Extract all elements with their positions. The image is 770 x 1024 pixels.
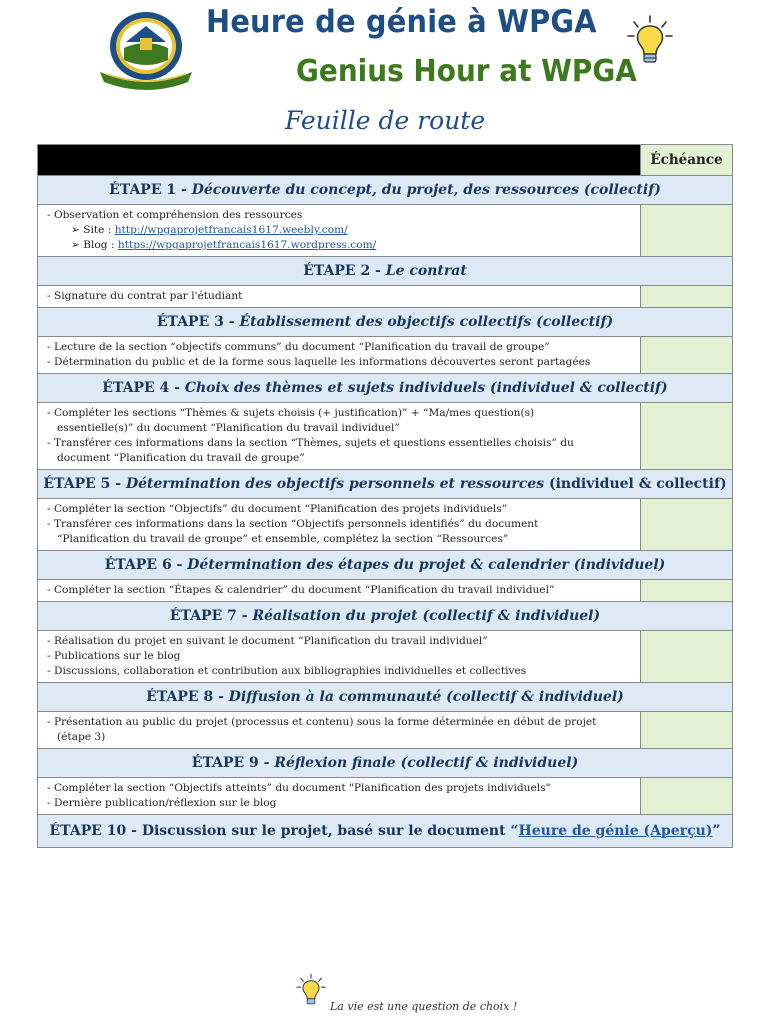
- description-line: - Présentation au public du projet (processus et contenu) sous la forme déterminée en début de projet: [47, 716, 597, 728]
- step-detail-row: [38, 580, 733, 602]
- step-label: ÉTAPE 4 -: [102, 380, 180, 396]
- title-french: Heure de génie à WPGA: [206, 4, 597, 40]
- closing-quote: ”: [712, 823, 721, 839]
- description-line: - Compléter la section “Objectifs” du document “Planification des projets individuels”: [47, 503, 508, 515]
- step-header-row: [38, 176, 733, 205]
- description-line: - Observation et compréhension des ressources: [47, 209, 303, 221]
- description-line: - Dernière publication/réflexion sur le blog: [47, 797, 277, 809]
- deadline-cell[interactable]: [641, 403, 733, 470]
- step-label: ÉTAPE 3 -: [156, 314, 235, 330]
- resource-link[interactable]: http://wpgaprojetfrancais1617.weebly.com/: [114, 224, 348, 236]
- step-name: Réflexion finale (collectif & individuel): [274, 755, 579, 771]
- step-header-row: [38, 602, 733, 631]
- description-line: (étape 3): [57, 731, 106, 743]
- step-header-row: [38, 257, 733, 286]
- roadmap-table: [37, 144, 733, 848]
- step-name: Diffusion à la communauté (collectif & individuel): [228, 689, 624, 705]
- step-title: [38, 602, 733, 631]
- step-label: ÉTAPE 7 -: [169, 608, 248, 624]
- step-description: [38, 778, 641, 815]
- step-description: [38, 712, 641, 749]
- description-line: [47, 238, 633, 253]
- step-header-row: [38, 749, 733, 778]
- step-name: Détermination des objectifs personnels et ressources: [125, 476, 545, 492]
- step-name: Établissement des objectifs collectifs (collectif): [239, 314, 614, 330]
- step-label: ÉTAPE 5 -: [43, 476, 122, 492]
- step-description: [38, 631, 641, 683]
- description-line: - Transférer ces informations dans la section “Objectifs personnels identifiés” du document: [47, 518, 539, 530]
- step-description: [38, 499, 641, 551]
- step-description: [38, 337, 641, 374]
- overview-document-link[interactable]: Heure de génie (Aperçu): [518, 823, 713, 839]
- step-description: [38, 580, 641, 602]
- header-black-cell: [38, 145, 641, 176]
- step-detail-row: [38, 499, 733, 551]
- step-name: Choix des thèmes et sujets individuels (individuel & collectif): [184, 380, 668, 396]
- deadline-cell[interactable]: [641, 580, 733, 602]
- step-title: [38, 683, 733, 712]
- link-prefix: ➢ Site :: [71, 224, 115, 236]
- deadline-cell[interactable]: [641, 712, 733, 749]
- step-scope: (individuel & collectif): [544, 476, 727, 492]
- step-header-row: [38, 815, 733, 848]
- step-title: [38, 749, 733, 778]
- page-subtitle: Feuille de route: [284, 106, 486, 135]
- step-header-row: [38, 683, 733, 712]
- description-line: - Réalisation du projet en suivant le document “Planification du travail individuel”: [47, 635, 488, 647]
- step-label: ÉTAPE 2 -: [303, 263, 381, 279]
- school-crest-icon: [96, 8, 196, 90]
- step-title: [38, 257, 733, 286]
- step-description: [38, 286, 641, 308]
- description-line: - Discussions, collaboration et contribution aux bibliographies individuelles et collectives: [47, 665, 527, 677]
- title-english: Genius Hour at WPGA: [296, 54, 637, 89]
- step-name: Détermination des étapes du projet & calendrier (individuel): [187, 557, 666, 573]
- step-title: [38, 470, 733, 499]
- resource-link[interactable]: https://wpgaprojetfrancais1617.wordpress.com/: [117, 239, 377, 251]
- deadline-cell[interactable]: [641, 499, 733, 551]
- description-line: - Lecture de la section “objectifs communs” du document “Planification du travail de groupe”: [47, 341, 550, 353]
- step-detail-row: [38, 403, 733, 470]
- description-line: - Compléter la section “Étapes & calendrier” du document “Planification du travail individuel”: [47, 584, 555, 596]
- table-header-row: [38, 145, 733, 176]
- step-name: Réalisation du projet (collectif & individuel): [252, 608, 601, 624]
- step-label: ÉTAPE 6 -: [104, 557, 183, 573]
- step-title: [38, 308, 733, 337]
- deadline-cell[interactable]: [641, 778, 733, 815]
- step-title: [38, 374, 733, 403]
- description-line: [47, 223, 633, 238]
- description-line: essentielle(s)” du document “Planification du travail individuel”: [57, 422, 400, 434]
- step-header-row: [38, 470, 733, 499]
- step-label: ÉTAPE 8 -: [146, 689, 224, 705]
- step-name: Le contrat: [385, 263, 467, 279]
- description-line: - Transférer ces informations dans la section “Thèmes, sujets et questions essentielles choisis” du: [47, 437, 574, 449]
- step-header-row: [38, 308, 733, 337]
- deadline-cell[interactable]: [641, 631, 733, 683]
- deadline-cell[interactable]: [641, 337, 733, 374]
- description-line: “Planification du travail de groupe” et ensemble, complétez la section “Ressources”: [57, 533, 509, 545]
- step-name: Découverte du concept, du projet, des ressources (collectif): [191, 182, 661, 198]
- lightbulb-icon: [295, 973, 327, 1009]
- step-detail-row: [38, 286, 733, 308]
- step-detail-row: [38, 631, 733, 683]
- description-line: - Détermination du public et de la forme sous laquelle les informations découvertes seront partagées: [47, 356, 591, 368]
- step-description: [38, 205, 641, 257]
- step-detail-row: [38, 712, 733, 749]
- description-line: - Publications sur le blog: [47, 650, 181, 662]
- step-detail-row: [38, 778, 733, 815]
- step-header-row: [38, 551, 733, 580]
- deadline-header: Échéance: [641, 145, 733, 176]
- description-line: - Compléter les sections “Thèmes & sujets choisis (+ justification)” + “Ma/mes question(s): [47, 407, 535, 419]
- step-label: ÉTAPE 1 -: [109, 182, 187, 198]
- description-line: - Signature du contrat par l'étudiant: [47, 290, 243, 302]
- deadline-cell[interactable]: [641, 286, 733, 308]
- step-title: [38, 815, 733, 848]
- step-detail-row: [38, 205, 733, 257]
- step-label: ÉTAPE 10 - Discussion sur le projet, basé sur le document “: [49, 823, 519, 839]
- description-line: - Compléter la section “Objectifs atteints” du document "Planification des projets individuels": [47, 782, 551, 794]
- step-title: [38, 176, 733, 205]
- lightbulb-icon: [626, 14, 674, 70]
- description-line: document “Planification du travail de groupe”: [57, 452, 305, 464]
- footer-motto: La vie est une question de choix !: [330, 1000, 518, 1013]
- step-title: [38, 551, 733, 580]
- deadline-cell[interactable]: [641, 205, 733, 257]
- step-label: ÉTAPE 9 -: [191, 755, 270, 771]
- step-detail-row: [38, 337, 733, 374]
- link-prefix: ➢ Blog :: [71, 239, 118, 251]
- step-header-row: [38, 374, 733, 403]
- step-description: [38, 403, 641, 470]
